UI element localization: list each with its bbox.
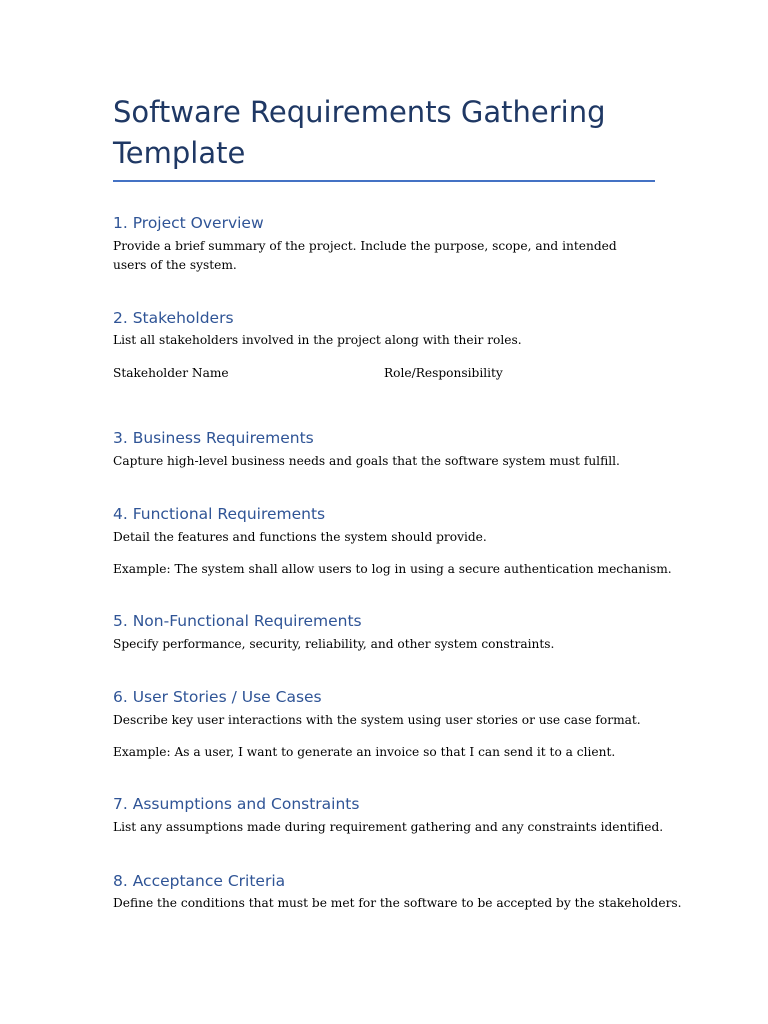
section-heading-user-stories: 6. User Stories / Use Cases bbox=[113, 688, 322, 706]
section-heading-stakeholders: 2. Stakeholders bbox=[113, 309, 234, 327]
section-paragraph: Define the conditions that must be met for the software to be accepted by the stakeholders. bbox=[113, 896, 682, 910]
section-paragraph: Detail the features and functions the system should provide. bbox=[113, 530, 487, 544]
section-paragraph: List any assumptions made during requirement gathering and any constraints identified. bbox=[113, 820, 664, 834]
section-paragraph: List all stakeholders involved in the project along with their roles. bbox=[113, 333, 522, 347]
role-responsibility-column-header: Role/Responsibility bbox=[384, 366, 503, 380]
section-heading-assumptions-constraints: 7. Assumptions and Constraints bbox=[113, 795, 360, 813]
stakeholder-table-header bbox=[113, 364, 655, 383]
example-paragraph: Example: The system shall allow users to log in using a secure authentication mechanism. bbox=[113, 562, 672, 576]
example-paragraph: Example: As a user, I want to generate an invoice so that I can send it to a client. bbox=[113, 745, 616, 759]
section-heading-project-overview: 1. Project Overview bbox=[113, 214, 264, 232]
section-heading-non-functional-requirements: 5. Non-Functional Requirements bbox=[113, 612, 362, 630]
section-paragraph: Describe key user interactions with the system using user stories or use case format. bbox=[113, 713, 641, 727]
section-heading-business-requirements: 3. Business Requirements bbox=[113, 429, 314, 447]
stakeholder-name-column-header: Stakeholder Name bbox=[113, 366, 229, 380]
section-heading-functional-requirements: 4. Functional Requirements bbox=[113, 505, 326, 523]
document-title: Software Requirements Gathering Template bbox=[113, 95, 606, 170]
title-underline-rule bbox=[113, 180, 655, 182]
section-paragraph: Capture high-level business needs and goals that the software system must fulfill. bbox=[113, 454, 620, 468]
section-paragraph: Specify performance, security, reliability, and other system constraints. bbox=[113, 637, 555, 651]
section-heading-acceptance-criteria: 8. Acceptance Criteria bbox=[113, 872, 286, 890]
section-paragraph: Provide a brief summary of the project. Include the purpose, scope, and intended users of the system. bbox=[113, 239, 617, 272]
